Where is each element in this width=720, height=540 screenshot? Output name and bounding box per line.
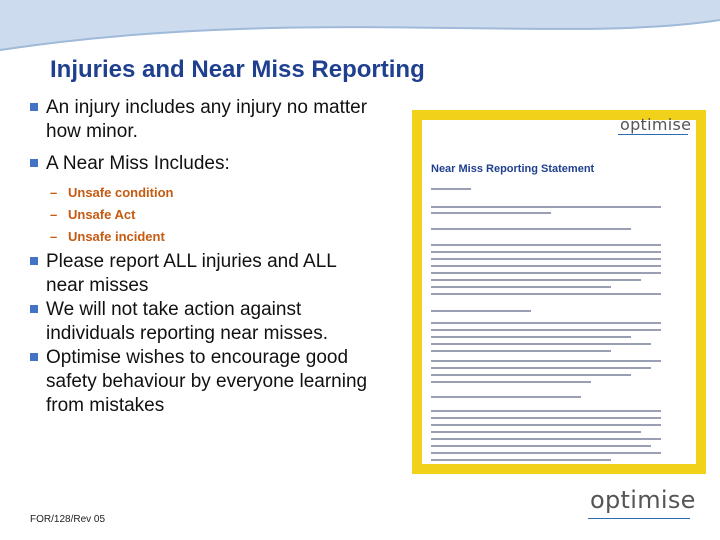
text-line bbox=[431, 206, 661, 208]
brand-logo: optimise bbox=[620, 115, 692, 134]
text-line bbox=[431, 251, 661, 253]
text-line bbox=[431, 445, 651, 447]
sub-bullet-text: Unsafe condition bbox=[68, 185, 174, 200]
sub-bullet-item bbox=[30, 182, 370, 204]
bullet-item bbox=[30, 346, 370, 418]
text-line bbox=[431, 417, 661, 419]
text-line bbox=[431, 279, 641, 281]
bullet-text: A Near Miss Includes: bbox=[46, 153, 230, 174]
text-line bbox=[431, 343, 651, 345]
text-line bbox=[431, 336, 631, 338]
text-line bbox=[431, 350, 611, 352]
bullet-square-icon bbox=[30, 159, 38, 167]
text-line bbox=[431, 374, 631, 376]
text-line bbox=[431, 410, 661, 412]
text-line bbox=[431, 452, 661, 454]
bullet-text: We will not take action against individuals reporting near misses. bbox=[46, 299, 328, 344]
text-line bbox=[431, 431, 641, 433]
text-line bbox=[431, 396, 581, 398]
sub-bullet-text: Unsafe incident bbox=[68, 229, 165, 244]
bullet-item bbox=[30, 152, 370, 176]
dash-icon: – bbox=[50, 185, 58, 200]
slide-title: Injuries and Near Miss Reporting bbox=[50, 56, 425, 83]
dash-icon: – bbox=[50, 229, 58, 244]
bullet-square-icon bbox=[30, 353, 38, 361]
footer-reference: FOR/128/Rev 05 bbox=[30, 514, 106, 525]
bullet-square-icon bbox=[30, 305, 38, 313]
bullet-item bbox=[30, 96, 370, 144]
text-line bbox=[431, 265, 661, 267]
text-line bbox=[431, 367, 651, 369]
text-line bbox=[431, 329, 661, 331]
text-line bbox=[431, 424, 661, 426]
bullet-square-icon bbox=[30, 103, 38, 111]
text-line bbox=[431, 322, 661, 324]
text-line bbox=[431, 188, 471, 190]
brand-underline-bottom bbox=[588, 518, 690, 519]
brand-underline bbox=[618, 134, 688, 135]
bullet-list bbox=[30, 96, 370, 418]
text-line bbox=[431, 381, 591, 383]
bullet-item bbox=[30, 298, 370, 346]
text-line bbox=[431, 258, 661, 260]
document-heading: Near Miss Reporting Statement bbox=[431, 163, 595, 175]
text-line bbox=[431, 228, 631, 230]
bullet-text: Please report ALL injuries and ALL near misses bbox=[46, 251, 337, 296]
text-line bbox=[431, 310, 531, 312]
bullet-item bbox=[30, 250, 370, 298]
sub-bullet-list bbox=[30, 182, 370, 248]
text-line bbox=[431, 360, 661, 362]
text-line bbox=[431, 286, 611, 288]
bullet-text: An injury includes any injury no matter how minor. bbox=[46, 97, 368, 142]
sub-bullet-item bbox=[30, 204, 370, 226]
text-line bbox=[431, 244, 661, 246]
bullet-text: Optimise wishes to encourage good safety behaviour by everyone learning from mistakes bbox=[46, 347, 368, 416]
text-line bbox=[431, 459, 611, 461]
text-line bbox=[431, 293, 661, 295]
text-line bbox=[431, 272, 661, 274]
sub-bullet-item bbox=[30, 226, 370, 248]
brand-logo-bottom: optimise bbox=[590, 486, 696, 514]
text-line bbox=[431, 212, 551, 214]
text-line bbox=[431, 438, 661, 440]
dash-icon: – bbox=[50, 207, 58, 222]
sub-bullet-text: Unsafe Act bbox=[68, 207, 136, 222]
bullet-square-icon bbox=[30, 257, 38, 265]
